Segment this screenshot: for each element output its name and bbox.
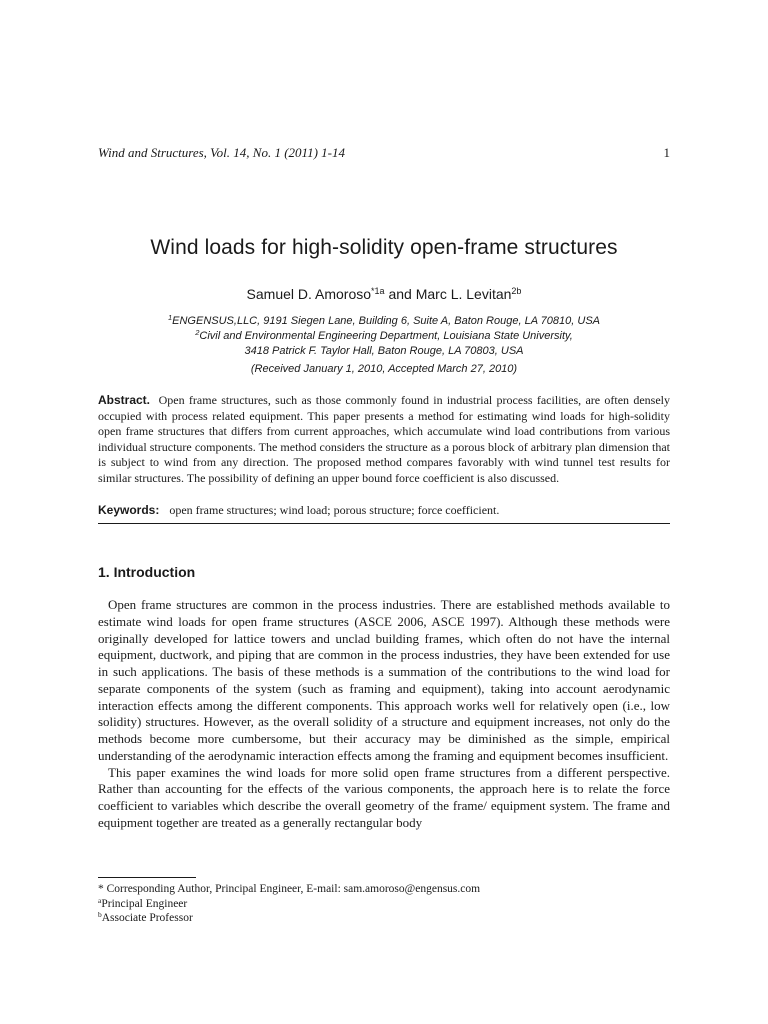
affiliation-1 [60,314,708,329]
author-1-marks: *1a [371,286,385,296]
author-2-marks: 2b [511,286,522,296]
author-line [60,286,708,302]
abstract-label: Abstract. [98,393,151,407]
introduction-body [98,597,670,832]
affiliation-2-line-2: 3418 Patrick F. Taylor Hall, Baton Rouge, LA 70803, USA [244,345,524,357]
introduction-paragraph-1: Open frame structures are common in the process industries. There are established methods available to estimate wind loads for open frame structures (ASCE 2006, ASCE 1997). Although these methods were originally developed for lattice towers and unclad building frames, which often do not have the internal equipment, ductwork, and piping that are common in the process industries, they have been extended for use in such applications. The basis of these methods is a summation of the contributions to the wind load for separate components of the system (such as framing and equipment), taking into account aerodynamic interaction effects among the different components. This approach works well for relatively open (i.e., low solidity) structures. However, as the overall solidity of a structure and equipment increases, not only do the methods become more cumbersome, but their accuracy may be diminished as the simple, empirical understanding of the aerodynamic interaction effects among the framing and equipment becomes insufficient. [98,597,670,763]
keywords-label: Keywords: [98,503,160,517]
footnote-b-mark: b [98,910,102,920]
footnote-b [98,911,670,926]
affiliation-1-mark: 1 [167,313,173,322]
abstract-divider [98,523,670,524]
affiliations [60,314,708,377]
received-dates: (Received January 1, 2010, Accepted March 27, 2010) [250,363,518,375]
affiliation-2-line-1: Civil and Environmental Engineering Department, Louisiana State University, [199,330,573,342]
abstract-text: Open frame structures, such as those commonly found in industrial process facilities, are often densely occupied with process related equipment. This paper presents a method for estimating wind loads for high-solidity open frame structures that differs from current approaches, which accumulate wind load contributions from various individual structure components. The method considers the structure as a porous block of arbitrary plan dimension that is subject to wind from any direction. The proposed method compares favorably with wind tunnel test results for similar structures. The possibility of defining an upper bound force coefficient is also discussed. [98,393,671,485]
affiliation-2-mark: 2 [195,328,200,337]
footnote-a-mark: a [98,895,102,905]
affiliation-2 [60,329,708,344]
paper-title: Wind loads for high-solidity open-frame structures [150,236,618,259]
introduction-paragraph-2: This paper examines the wind loads for more solid open frame structures from a different perspective. Rather than accounting for the effects of the various components, the approach here is to relate the force coefficient to variables which describe the overall geometry of the frame/ equipment system. The frame and equipment together are treated as a generally rectangular body [98,764,670,830]
footnote-a-text: Principal Engineer [101,897,188,910]
keywords [98,503,670,518]
running-head [98,145,670,161]
footnote-divider [98,877,196,878]
footnote-corresponding-author: * Corresponding Author, Principal Engineer, E-mail: sam.amoroso@engensus.com [98,883,481,895]
section-heading-introduction: 1. Introduction [98,564,196,580]
journal-citation: Wind and Structures, Vol. 14, No. 1 (2011) 1-14 [98,145,345,160]
abstract [98,393,670,487]
footnote-b-text: Associate Professor [101,912,193,925]
author-conjunction: and [388,286,412,302]
affiliation-1-text: ENGENSUS,LLC, 9191 Siegen Lane, Building 6, Suite A, Baton Rouge, LA 70810, USA [172,315,601,327]
author-1-name: Samuel D. Amoroso [246,286,372,302]
keywords-text: open frame structures; wind load; porous structure; force coefficient. [169,503,500,517]
page-number: 1 [663,145,670,160]
footnotes [98,882,670,926]
footnote-a [98,897,670,912]
author-2-name: Marc L. Levitan [415,286,512,302]
